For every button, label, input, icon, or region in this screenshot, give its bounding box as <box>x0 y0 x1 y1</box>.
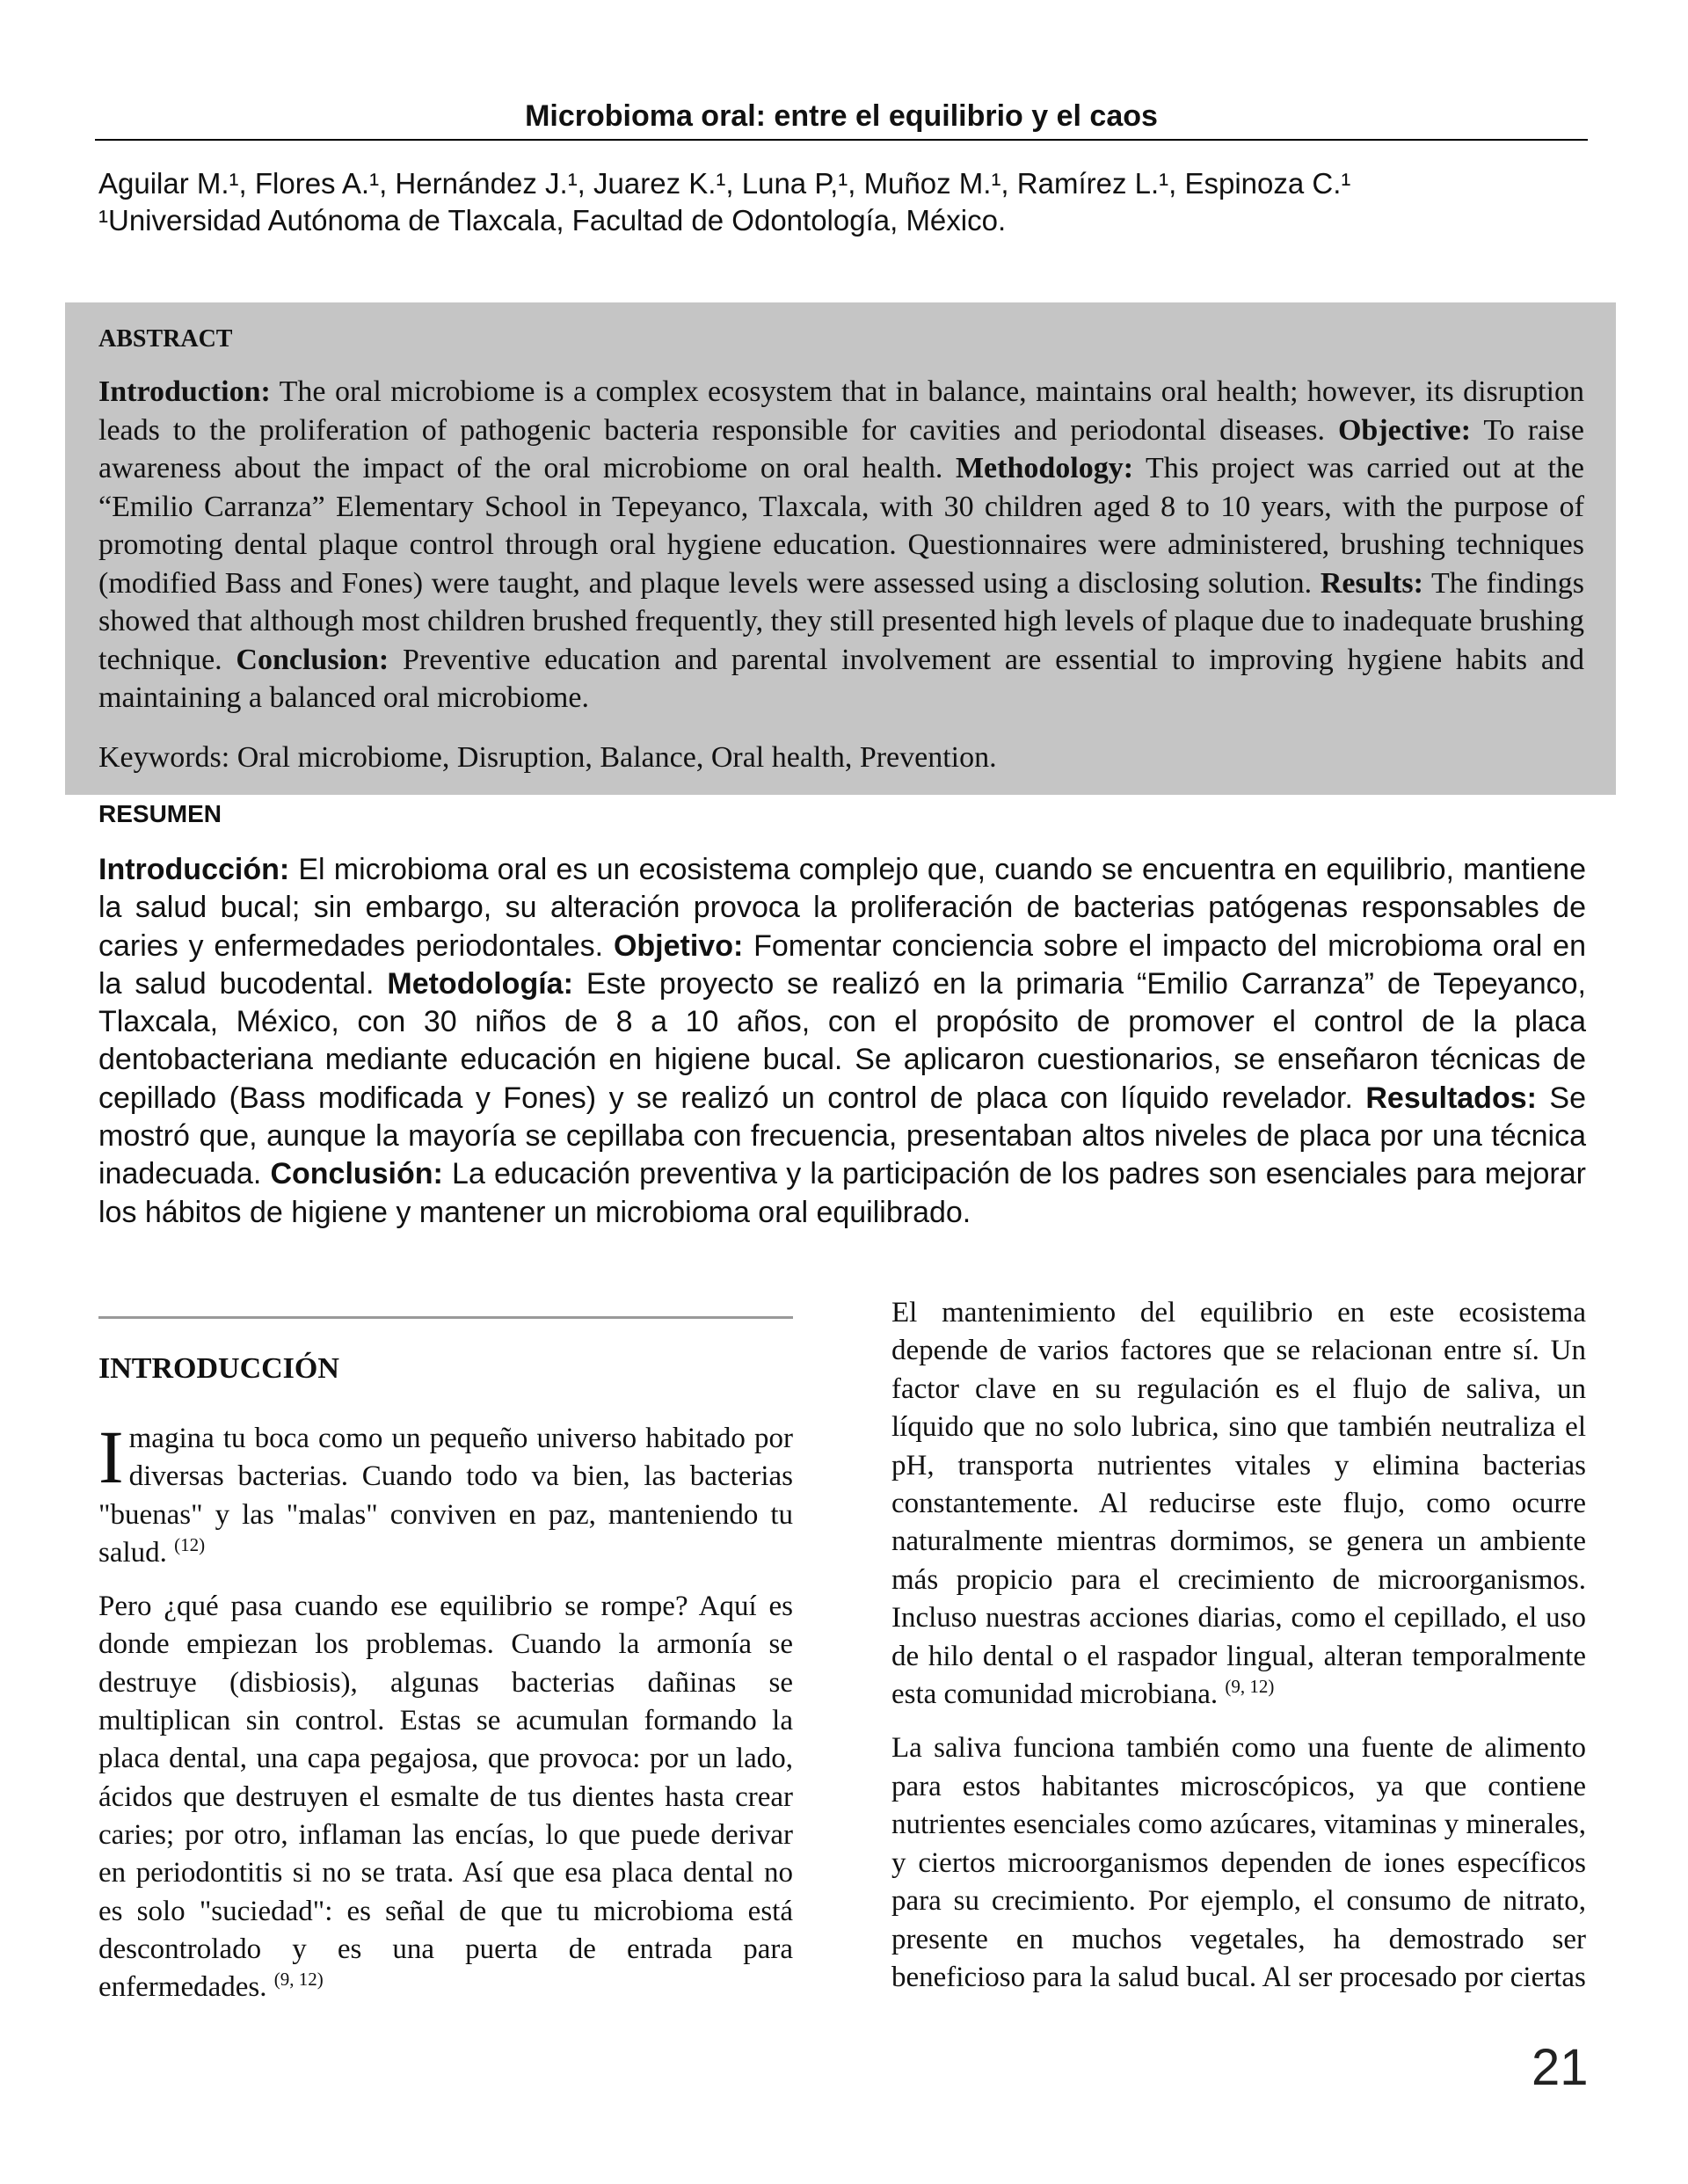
drop-cap: I <box>98 1415 124 1499</box>
abstract-methodology-label: Methodology: <box>955 452 1134 484</box>
citation-ref: (12) <box>174 1533 206 1555</box>
introduccion-heading: INTRODUCCIÓN <box>98 1352 339 1385</box>
abstract-heading: ABSTRACT <box>98 325 233 353</box>
header-divider <box>95 139 1588 141</box>
abstract-intro-label: Introduction: <box>98 375 271 408</box>
left-column <box>98 1350 793 2006</box>
abstract-objective-label: Objective: <box>1337 413 1472 447</box>
abstract-keywords: Keywords: Oral microbiome, Disruption, Balance, Oral health, Prevention. <box>98 740 997 774</box>
abstract-results-text: The findings showed that although most children brushed frequently, they still presented high levels of plaque due to inadequate brushing technique. <box>98 566 1584 676</box>
resumen-objective-label: Objetivo: <box>613 928 744 963</box>
abstract-panel <box>65 302 1616 795</box>
resumen-objective-text: Fomentar conciencia sobre el impacto del microbioma oral en la salud bucodental. <box>98 928 1586 1001</box>
resumen-results-text: Se mostró que, aunque la mayoría se cepillaba con frecuencia, presentaban altos niveles de placa por una técnica inadecuada. <box>98 1081 1586 1191</box>
intro-p2-text: Pero ¿qué pasa cuando ese equilibrio se rompe? Aquí es donde empiezan los problemas. Cuando la armonía se destruye (disbiosis), algunas bacterias dañinas se multiplican sin control. Estas se acumulan formando la placa dental, una capa pegajosa, que provoca: por un lado, ácidos que destruyen el esmalte de tus dientes hasta crear caries; por otro, inflaman las encías, lo que puede derivar en periodontitis si no se trata. Así que esa placa dental no es solo "suciedad": es señal de que tu microbioma está descontrolado y es una puerta de entrada para enfermedades. <box>98 1591 793 2004</box>
author-affiliation: ¹Universidad Autónoma de Tlaxcala, Facultad de Odontología, México. <box>98 204 1007 237</box>
resumen-intro-text: El microbioma oral es un ecosistema complejo que, cuando se encuentra en equilibrio, mantiene la salud bucal; sin embargo, su alteración provoca la proliferación de bacterias patógenas responsables de caries y enfermedades periodontales. <box>98 853 1586 963</box>
citation-ref: (9, 12) <box>273 1969 324 1991</box>
abstract-conclusion-label: Conclusion: <box>236 643 389 676</box>
abstract-methodology-text: This project was carried out at the “Emilio Carranza” Elementary School in Tepeyanco, Tlaxcala, with 30 children aged 8 to 10 years, with the purpose of promoting dental plaque control through oral hygiene education. Questionnaires were administered, brushing techniques (modified Bass and Fones) were taught, and plaque levels were assessed using a disclosing solution. <box>98 452 1584 600</box>
intro-paragraph-4: La saliva funciona también como una fuente de alimento para estos habitantes microscópicos, ya que contiene nutrientes esenciales como azúcares, vitaminas y minerales, y ciertos microorganismos dependen de iones específicos para su crecimiento. Por ejemplo, el consumo de nitrato, presente en muchos vegetales, ha demostrado ser beneficioso para la salud bucal. Al ser procesado por ciertas <box>891 1732 1586 1993</box>
author-list: Aguilar M.¹, Flores A.¹, Hernández J.¹, Juarez K.¹, Luna P,¹, Muñoz M.¹, Ramírez L.¹, Espinoza C.¹ <box>98 167 1351 200</box>
resumen-heading: RESUMEN <box>98 800 222 827</box>
intro-paragraph-3 <box>891 1294 1586 1714</box>
intro-paragraph-1 <box>98 1415 793 1572</box>
author-block <box>98 165 1593 239</box>
intro-p1-text: magina tu boca como un pequeño universo habitado por diversas bacterias. Cuando todo va bien, las bacterias "buenas" y las "malas" conviven en paz, manteniendo tu salud. <box>98 1423 793 1569</box>
intro-p3-text: El mantenimiento del equilibrio en este ecosistema depende de varios factores que se relacionan entre sí. Un factor clave en su regulación es el flujo de saliva, un líquido que no solo lubrica, sino que también neutraliza el pH, transporta nutrientes vitales y elimina bacterias constantemente. Al reducirse este flujo, como ocurre naturalmente mientras dormimos, se genera un ambiente más propicio para el crecimiento de microorganismos. Incluso nuestras acciones diarias, como el cepillado, el uso de hilo dental o el raspador lingual, alteran temporalmente esta comunidad microbiana. <box>891 1297 1586 1711</box>
abstract-conclusion-text: Preventive education and parental involvement are essential to improving hygiene habits and maintaining a balanced oral microbiome. <box>98 643 1584 714</box>
intro-paragraph-2 <box>98 1588 793 2006</box>
right-column <box>891 1294 1586 1997</box>
section-divider <box>98 1316 793 1319</box>
article-title: Microbioma oral: entre el equilibrio y el caos <box>525 99 1158 133</box>
abstract-objective-text: To raise awareness about the impact of the oral microbiome on oral health. <box>98 413 1584 484</box>
resumen-methodology-text: Este proyecto se realizó en la primaria “Emilio Carranza” de Tepeyanco, Tlaxcala, México, con 30 niños de 8 a 10 años, con el propósito de promover el control de la placa dentobacteriana mediante educación en higiene bucal. Se aplicaron cuestionarios, se enseñaron técnicas de cepillado (Bass modificada y Fones) y se realizó un control de placa con líquido revelador. <box>98 966 1586 1115</box>
resumen-conclusion-label: Conclusión: <box>270 1157 443 1191</box>
page-number: 21 <box>1532 2039 1589 2096</box>
abstract-intro-text: The oral microbiome is a complex ecosystem that in balance, maintains oral health; however, its disruption leads to the proliferation of pathogenic bacteria responsible for cavities and periodontal diseases. <box>98 375 1584 447</box>
abstract-results-label: Results: <box>1320 566 1423 600</box>
abstract-body <box>98 373 1584 717</box>
resumen-intro-label: Introducción: <box>98 853 290 886</box>
resumen-results-label: Resultados: <box>1365 1081 1537 1115</box>
resumen-methodology-label: Metodología: <box>387 966 573 1001</box>
resumen-body <box>98 851 1586 1232</box>
resumen-conclusion-text: La educación preventiva y la participación de los padres son esenciales para mejorar los hábitos de higiene y mantener un microbioma oral equilibrado. <box>98 1157 1586 1229</box>
citation-ref: (9, 12) <box>1225 1676 1275 1698</box>
